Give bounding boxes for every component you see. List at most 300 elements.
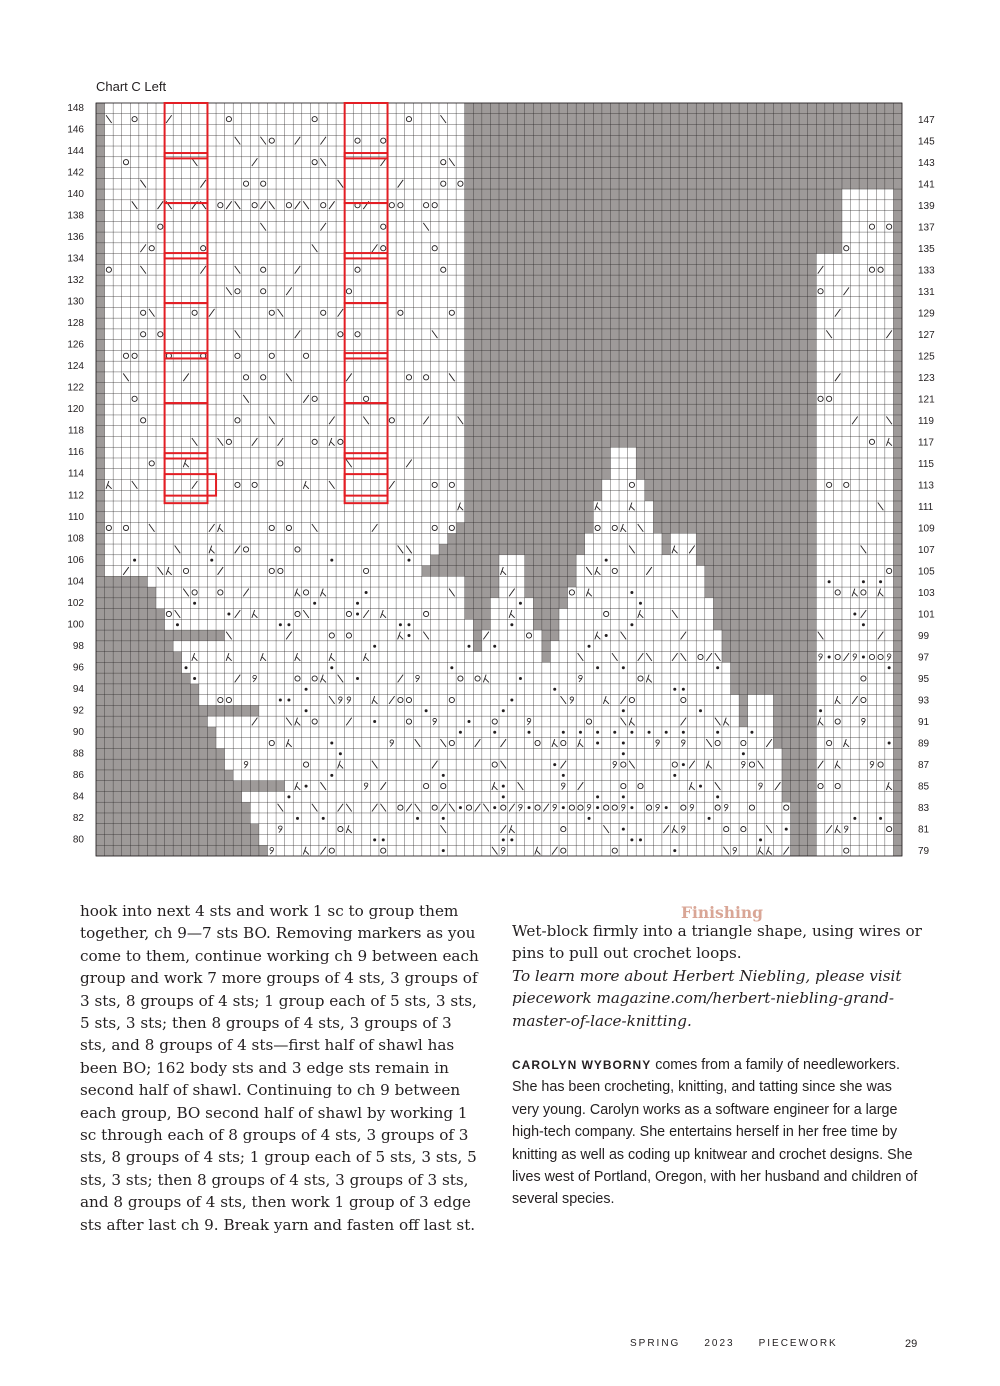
knit-cell (310, 555, 319, 566)
knit-cell (405, 426, 414, 437)
knit-cell (370, 200, 379, 211)
knit-cell (439, 469, 448, 480)
knit-cell (310, 695, 319, 706)
knit-cell (302, 415, 311, 426)
knit-cell (362, 705, 371, 716)
knit-cell (345, 178, 354, 189)
knit-cell (679, 834, 688, 845)
knit-cell (568, 652, 577, 663)
knit-cell (499, 609, 508, 620)
knit-cell (816, 770, 825, 781)
knit-cell (405, 103, 414, 114)
knit-cell (242, 770, 251, 781)
knit-cell (816, 340, 825, 351)
knit-cell (422, 727, 431, 738)
knit-cell (842, 576, 851, 587)
knit-cell (422, 759, 431, 770)
knit-cell (456, 652, 465, 663)
knit-cell (610, 555, 619, 566)
knit-cell (396, 813, 405, 824)
knit-cell (259, 641, 268, 652)
knit-cell (285, 340, 294, 351)
knit-cell (173, 523, 182, 534)
knit-cell (259, 619, 268, 630)
knit-cell (456, 824, 465, 835)
knit-cell (585, 770, 594, 781)
knit-cell (662, 684, 671, 695)
knit-cell (113, 469, 122, 480)
knit-cell (773, 802, 782, 813)
knit-cell (388, 329, 397, 340)
knit-cell (319, 103, 328, 114)
knit-cell (233, 662, 242, 673)
knit-cell (345, 146, 354, 157)
knit-cell (207, 157, 216, 168)
knit-cell (653, 770, 662, 781)
knit-cell (405, 307, 414, 318)
purl-symbol (579, 731, 582, 734)
knit-cell (748, 748, 757, 759)
knit-cell (293, 189, 302, 200)
knit-cell (448, 748, 457, 759)
knit-cell (670, 781, 679, 792)
knit-cell (868, 630, 877, 641)
knit-cell (825, 566, 834, 577)
knit-cell (319, 114, 328, 125)
knit-cell (568, 759, 577, 770)
knit-cell (319, 834, 328, 845)
knit-cell (147, 340, 156, 351)
knit-cell (816, 641, 825, 652)
knit-cell (267, 329, 276, 340)
knit-cell (559, 716, 568, 727)
knit-cell (576, 641, 585, 652)
knit-cell (833, 458, 842, 469)
knit-cell (448, 598, 457, 609)
knit-cell (293, 125, 302, 136)
knit-cell (816, 598, 825, 609)
knit-cell (345, 135, 354, 146)
knit-cell (336, 523, 345, 534)
knit-cell (242, 329, 251, 340)
row-number-left: 82 (72, 812, 84, 824)
knit-cell (302, 286, 311, 297)
knit-cell (199, 125, 208, 136)
knit-cell (868, 523, 877, 534)
knit-cell (448, 114, 457, 125)
knit-cell (396, 125, 405, 136)
knit-cell (199, 114, 208, 125)
knit-cell (525, 770, 534, 781)
knit-cell (216, 480, 225, 491)
knit-cell (688, 587, 697, 598)
knit-cell (310, 415, 319, 426)
knit-cell (242, 200, 251, 211)
knit-cell (267, 705, 276, 716)
knit-cell (182, 125, 191, 136)
knit-cell (413, 168, 422, 179)
knit-cell (405, 641, 414, 652)
knit-cell (473, 705, 482, 716)
knit-cell (276, 705, 285, 716)
knit-cell (310, 135, 319, 146)
knit-cell (130, 168, 139, 179)
knit-cell (190, 523, 199, 534)
knit-cell (628, 684, 637, 695)
knit-cell (388, 221, 397, 232)
knit-cell (267, 297, 276, 308)
knit-cell (885, 813, 894, 824)
knit-cell (285, 254, 294, 265)
knit-cell (345, 168, 354, 179)
knit-cell (568, 619, 577, 630)
knit-cell (662, 587, 671, 598)
knit-cell (533, 791, 542, 802)
knit-cell (851, 544, 860, 555)
knit-cell (250, 426, 259, 437)
purl-symbol (356, 602, 359, 605)
knit-cell (225, 146, 234, 157)
knit-cell (113, 232, 122, 243)
knit-cell (482, 791, 491, 802)
knit-cell (319, 824, 328, 835)
purl-symbol (467, 645, 470, 648)
knit-cell (670, 738, 679, 749)
knit-cell (876, 490, 885, 501)
knit-cell (825, 372, 834, 383)
knit-cell (713, 630, 722, 641)
knit-cell (602, 662, 611, 673)
knit-cell (388, 566, 397, 577)
knit-cell (842, 759, 851, 770)
knit-cell (267, 684, 276, 695)
knit-cell (413, 501, 422, 512)
knit-cell (199, 404, 208, 415)
knit-cell (388, 802, 397, 813)
knit-cell (156, 275, 165, 286)
knit-cell (362, 544, 371, 555)
knit-cell (825, 447, 834, 458)
knit-cell (490, 662, 499, 673)
knit-cell (190, 329, 199, 340)
knit-cell (662, 695, 671, 706)
knit-cell (508, 641, 517, 652)
knit-cell (190, 286, 199, 297)
knit-cell (816, 791, 825, 802)
knit-cell (868, 781, 877, 792)
knit-cell (233, 189, 242, 200)
knit-cell (816, 813, 825, 824)
knit-cell (430, 447, 439, 458)
knit-cell (199, 662, 208, 673)
knit-cell (319, 802, 328, 813)
knit-cell (670, 695, 679, 706)
knit-cell (876, 221, 885, 232)
knit-cell (276, 727, 285, 738)
knit-cell (156, 307, 165, 318)
purl-symbol (313, 602, 316, 605)
knit-cell (473, 781, 482, 792)
knit-cell (336, 834, 345, 845)
knit-cell (362, 125, 371, 136)
knit-cell (696, 566, 705, 577)
knit-cell (225, 641, 234, 652)
knit-cell (833, 426, 842, 437)
knit-cell (388, 791, 397, 802)
knit-cell (859, 705, 868, 716)
row-number-right: 89 (918, 738, 930, 750)
knit-cell (868, 200, 877, 211)
knit-cell (816, 544, 825, 555)
knit-cell (876, 598, 885, 609)
knit-cell (165, 361, 174, 372)
knit-cell (748, 695, 757, 706)
knit-cell (868, 415, 877, 426)
knit-cell (336, 393, 345, 404)
knit-cell (225, 619, 234, 630)
knit-cell (645, 759, 654, 770)
knit-cell (448, 781, 457, 792)
knit-cell (250, 523, 259, 534)
knit-cell (353, 738, 362, 749)
knit-cell (328, 619, 337, 630)
knit-cell (619, 555, 628, 566)
knit-cell (576, 555, 585, 566)
knit-cell (645, 695, 654, 706)
knit-cell (859, 232, 868, 243)
knit-cell (139, 114, 148, 125)
knit-cell (602, 512, 611, 523)
purl-symbol (562, 774, 565, 777)
knit-cell (688, 738, 697, 749)
knit-cell (439, 834, 448, 845)
knit-cell (422, 845, 431, 856)
knit-cell (842, 748, 851, 759)
knit-cell (388, 393, 397, 404)
knit-cell (456, 781, 465, 792)
knit-cell (868, 533, 877, 544)
knit-cell (859, 802, 868, 813)
knit-cell (216, 544, 225, 555)
knit-cell (859, 630, 868, 641)
knit-cell (370, 727, 379, 738)
knit-cell (173, 286, 182, 297)
knit-cell (139, 146, 148, 157)
knit-cell (250, 297, 259, 308)
knit-cell (550, 695, 559, 706)
knit-cell (405, 135, 414, 146)
knit-cell (439, 286, 448, 297)
knit-cell (302, 727, 311, 738)
knit-cell (653, 555, 662, 566)
knit-cell (413, 340, 422, 351)
knit-cell (216, 189, 225, 200)
knit-cell (619, 770, 628, 781)
knit-cell (525, 791, 534, 802)
knit-cell (885, 275, 894, 286)
knit-cell (851, 469, 860, 480)
knit-cell (310, 254, 319, 265)
knit-cell (593, 576, 602, 587)
purl-symbol (853, 612, 856, 615)
knit-cell (388, 178, 397, 189)
knit-cell (165, 318, 174, 329)
knit-cell (542, 813, 551, 824)
knit-cell (113, 501, 122, 512)
knit-cell (156, 135, 165, 146)
knit-cell (413, 447, 422, 458)
knit-cell (851, 501, 860, 512)
knit-cell (833, 641, 842, 652)
knit-cell (276, 845, 285, 856)
knit-cell (276, 813, 285, 824)
knit-cell (405, 770, 414, 781)
knit-cell (430, 727, 439, 738)
knit-cell (508, 716, 517, 727)
row-number-left: 102 (67, 597, 84, 609)
knit-cell (430, 834, 439, 845)
knit-cell (225, 383, 234, 394)
knit-cell (473, 759, 482, 770)
knit-cell (173, 146, 182, 157)
knit-cell (482, 759, 491, 770)
knit-cell (585, 609, 594, 620)
knit-cell (456, 211, 465, 222)
knit-cell (250, 738, 259, 749)
knit-cell (439, 480, 448, 491)
knit-cell (851, 189, 860, 200)
knit-cell (122, 512, 131, 523)
knit-cell (816, 415, 825, 426)
knit-cell (259, 125, 268, 136)
knit-cell (302, 673, 311, 684)
knit-cell (362, 759, 371, 770)
knit-cell (842, 533, 851, 544)
knit-cell (328, 383, 337, 394)
knit-cell (379, 738, 388, 749)
knit-cell (456, 340, 465, 351)
purl-symbol (133, 559, 136, 562)
knit-cell (242, 383, 251, 394)
knit-cell (182, 350, 191, 361)
knit-cell (293, 254, 302, 265)
knit-cell (310, 770, 319, 781)
knit-cell (353, 189, 362, 200)
knit-cell (825, 834, 834, 845)
knit-cell (456, 426, 465, 437)
purl-symbol (596, 731, 599, 734)
knit-cell (645, 533, 654, 544)
knit-cell (207, 211, 216, 222)
knit-cell (439, 501, 448, 512)
knit-cell (242, 350, 251, 361)
knit-cell (233, 652, 242, 663)
knit-cell (250, 340, 259, 351)
knit-cell (842, 383, 851, 394)
purl-symbol (519, 677, 522, 680)
knit-cell (336, 275, 345, 286)
knit-cell (216, 243, 225, 254)
knit-cell (542, 716, 551, 727)
knit-cell (859, 533, 868, 544)
knit-cell (293, 458, 302, 469)
knit-cell (833, 523, 842, 534)
knit-cell (679, 705, 688, 716)
knit-cell (636, 490, 645, 501)
knit-cell (328, 447, 337, 458)
knit-cell (430, 275, 439, 286)
knit-cell (259, 695, 268, 706)
knit-cell (868, 738, 877, 749)
knit-cell (396, 415, 405, 426)
knit-cell (396, 759, 405, 770)
knit-cell (310, 501, 319, 512)
knit-cell (225, 544, 234, 555)
knit-cell (276, 264, 285, 275)
row-number-left: 148 (67, 103, 84, 114)
knit-cell (662, 705, 671, 716)
knit-cell (602, 480, 611, 491)
knit-cell (722, 684, 731, 695)
knit-cell (765, 695, 774, 706)
knit-cell (173, 243, 182, 254)
knit-cell (885, 759, 894, 770)
knit-cell (696, 598, 705, 609)
knit-cell (628, 490, 637, 501)
knit-cell (842, 662, 851, 673)
knit-cell (242, 791, 251, 802)
knit-cell (430, 297, 439, 308)
knit-cell (242, 630, 251, 641)
knit-cell (302, 168, 311, 179)
knit-cell (396, 340, 405, 351)
knit-cell (328, 781, 337, 792)
row-number-right: 125 (918, 351, 935, 363)
knit-cell (388, 307, 397, 318)
knit-cell (456, 264, 465, 275)
knit-cell (336, 490, 345, 501)
knit-cell (602, 673, 611, 684)
knit-cell (842, 512, 851, 523)
knit-cell (353, 125, 362, 136)
knit-cell (542, 705, 551, 716)
knit-cell (773, 813, 782, 824)
knit-cell (448, 609, 457, 620)
knit-cell (173, 512, 182, 523)
knit-cell (242, 404, 251, 415)
knit-cell (250, 286, 259, 297)
knit-cell (610, 512, 619, 523)
knit-cell (405, 157, 414, 168)
purl-symbol (510, 623, 513, 626)
knit-cell (885, 490, 894, 501)
knit-cell (139, 544, 148, 555)
knit-cell (705, 630, 714, 641)
knit-cell (662, 609, 671, 620)
knit-cell (207, 652, 216, 663)
knit-cell (508, 705, 517, 716)
knit-cell (859, 404, 868, 415)
knit-cell (207, 566, 216, 577)
knit-cell (207, 695, 216, 706)
knit-cell (490, 609, 499, 620)
knit-cell (516, 716, 525, 727)
knit-cell (593, 598, 602, 609)
row-number-left: 138 (67, 210, 84, 222)
knit-cell (833, 340, 842, 351)
knit-cell (645, 598, 654, 609)
knit-cell (610, 480, 619, 491)
